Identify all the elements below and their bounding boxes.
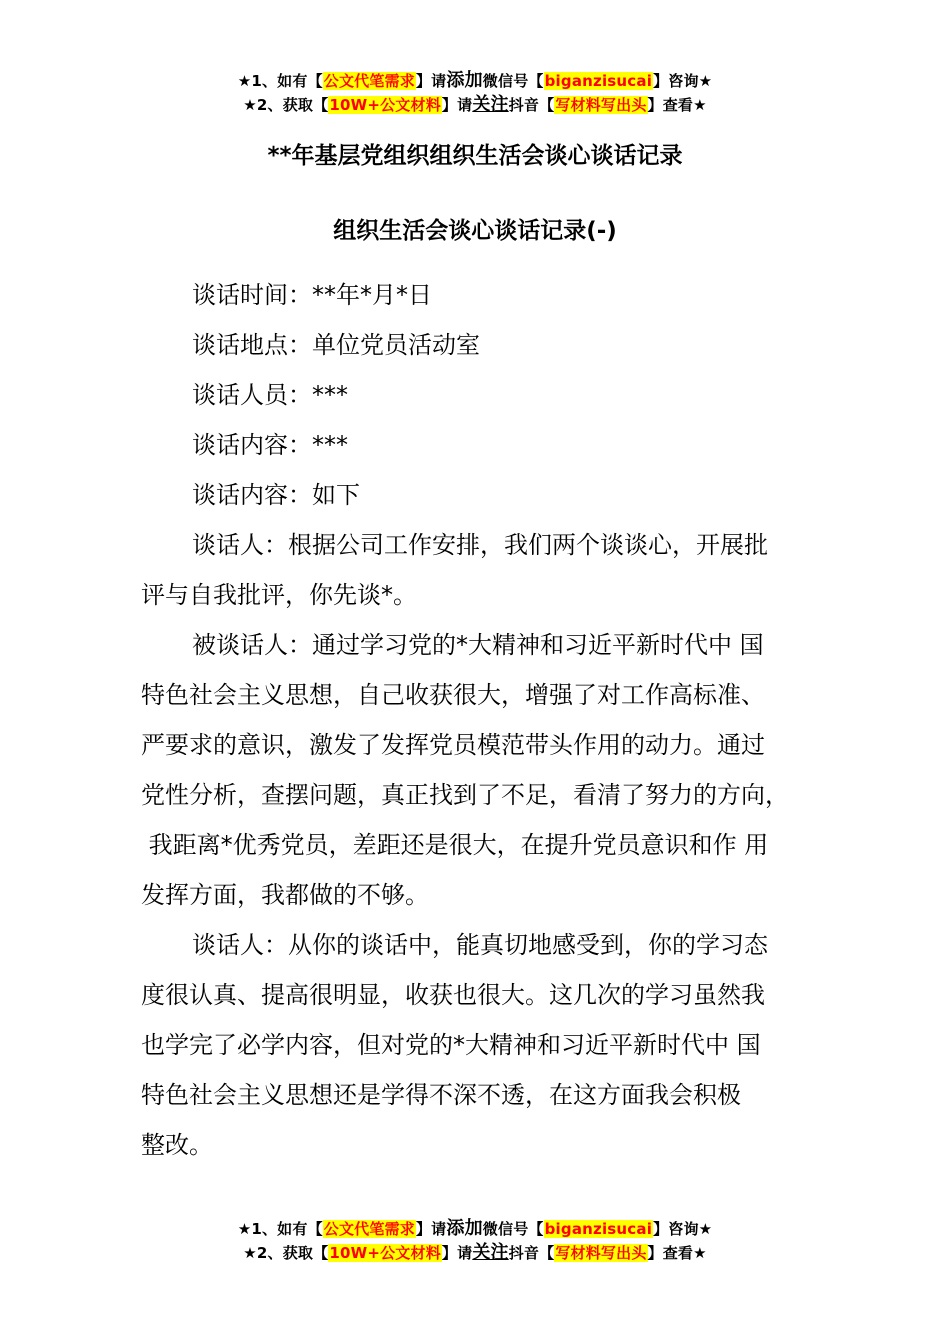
field-people: 谈话人员：*** (192, 381, 348, 409)
text-line: 特色社会主义思想还是学得不深不透，在这方面我会积极 (141, 1081, 741, 1109)
text-line: 被谈话人：通过学习党的*大精神和习近平新时代中 国 (192, 631, 764, 659)
document-title: **年基层党组织组织生活会谈心谈话记录 (267, 143, 683, 169)
text-line: 发挥方面，我都做的不够。 (141, 881, 429, 909)
field-location: 谈话地点：单位党员活动室 (192, 331, 480, 359)
promo-line-2 (0, 1241, 950, 1265)
promo-text: 】咨询★ (653, 72, 713, 90)
text-line: 党性分析，查摆问题，真正找到了不足，看清了努力的方向， (141, 781, 789, 809)
promo-emphasis: 关注 (472, 1242, 509, 1263)
promo-text: 抖音【 (508, 1244, 555, 1262)
document-subtitle: 组织生活会谈心谈话记录(-) (333, 218, 617, 244)
promo-text: 】查看★ (647, 96, 707, 114)
text-line: 度很认真、提高很明显，收获也很大。这几次的学习虽然我 (141, 981, 765, 1009)
promo-highlight: 10W+公文材料 (329, 1244, 441, 1262)
promo-text: 微信号【 (482, 1220, 544, 1238)
promo-line-2 (0, 93, 950, 117)
field-content: 谈话内容：*** (192, 431, 348, 459)
promo-text: ★2、获取【 (243, 1244, 329, 1262)
text-line: 也学完了必学内容，但对党的*大精神和习近平新时代中 国 (141, 1031, 761, 1059)
promo-highlight: 写材料写出头 (555, 1244, 647, 1262)
promo-text: ★2、获取【 (243, 96, 329, 114)
paragraph-3 (141, 920, 831, 1170)
promo-highlight: biganzisucai (544, 72, 653, 90)
promo-text: ★1、如有【 (237, 72, 323, 90)
field-time: 谈话时间：**年*月*日 (192, 281, 432, 309)
promo-text: 抖音【 (508, 96, 555, 114)
promo-highlight: 公文代笔需求 (323, 72, 415, 90)
top-promo-banner (0, 69, 950, 117)
promo-emphasis: 添加 (446, 70, 483, 91)
promo-highlight: 公文代笔需求 (323, 1220, 415, 1238)
promo-text: 微信号【 (482, 72, 544, 90)
promo-text: 】请 (441, 96, 473, 114)
bottom-promo-banner (0, 1217, 950, 1265)
document-body (141, 270, 831, 1170)
promo-highlight: 写材料写出头 (555, 96, 647, 114)
promo-line-1 (0, 1217, 950, 1241)
promo-line-1 (0, 69, 950, 93)
text-line: 谈话人：从你的谈话中，能真切地感受到，你的学习态 (192, 931, 768, 959)
text-line: 谈话人：根据公司工作安排，我们两个谈谈心，开展批 (192, 531, 768, 559)
promo-highlight: biganzisucai (544, 1220, 653, 1238)
promo-text: 】请 (415, 72, 447, 90)
promo-text: 】查看★ (647, 1244, 707, 1262)
field-content-detail: 谈话内容：如下 (192, 481, 360, 509)
promo-text: ★1、如有【 (237, 1220, 323, 1238)
promo-emphasis: 添加 (446, 1218, 483, 1239)
text-line: 整改。 (141, 1131, 213, 1159)
promo-highlight: 10W+公文材料 (329, 96, 441, 114)
text-line: 特色社会主义思想，自己收获很大，增强了对工作高标准、 (141, 681, 765, 709)
paragraph-2 (141, 620, 831, 920)
promo-text: 】咨询★ (653, 1220, 713, 1238)
text-line: 严要求的意识，激发了发挥党员模范带头作用的动力。通过 (141, 731, 765, 759)
text-line: 我距离*优秀党员，差距还是很大，在提升党员意识和作 用 (141, 831, 769, 859)
paragraph-1 (141, 520, 831, 620)
promo-text: 】请 (415, 1220, 447, 1238)
text-line: 评与自我批评，你先谈*。 (141, 581, 417, 609)
promo-emphasis: 关注 (472, 94, 509, 115)
promo-text: 】请 (441, 1244, 473, 1262)
